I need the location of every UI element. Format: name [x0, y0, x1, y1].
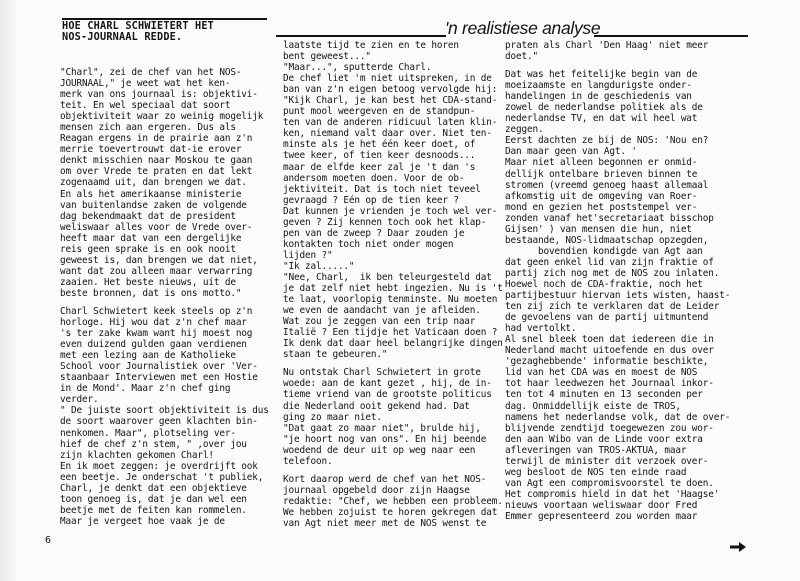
header-rule-left: [276, 35, 446, 37]
column-3-paragraph: Dat was het feitelijke begin van de moeizaamste en langdurigste onder- handelingen in de geschiedenis van zowel de nederlandse politiek als de nederlandse TV, en dat wil heel wat zeggen. Eerst dachten ze bij de NOS: 'Nou en? Dan maar geen van Agt. ' Maar niet alleen begonnen er onmid- dellijk ontelbare brieven binnen te stromen (vreemd genoeg haast allemaal afkomstig uit de omgeving van Roer- mond en gezien het poststempel ver- zonden vanaf het'secretariaat bisschop Gijsen' ) van mensen die hun, niet bestaande, NOS-lidmaatschap opzegden, bovendien kondigde van Agt aan dat geen enkel lid van zijn fraktie of partij zich nog met de NOS zou inlaten. Hoewel noch de CDA-fraktie, noch het partijbestuur hiervan iets wisten, haast- ten zij zich te verklaren dat de Leider de gevoelens van de partij uitmuntend had vertolkt. Al snel bleek toen dat iedereen die in Nederland macht uitoefende en dus over 'gezaghebbende' informatie beschikte, lid van het CDA was en moest de NOS tot haar leedwezen het Journaal inkor- ten tot 4 minuten en 13 seconden per dag. Onmiddellijk eiste de TROS, namens het nederlandse volk, dat de over- blijvende zendtijd toegewezen zou wor- den aan Wibo van de Linde voor extra afleveringen van TROS-AKTUA, maar terwijl de minister dit verzoek over- weg besloot de NOS ten einde raad van Agt een compromisvoorstel te doen. Het compromis hield in dat het 'Haagse' nieuws voortaan weliswaar door Fred Emmer gepresenteerd zou worden maar: [505, 69, 731, 522]
column-2-paragraph: laatste tijd te zien en te horen bent geweest..." "Maar...", sputterde Charl. De chef liet 'm niet uitspreken, in de ban van z'n eigen betoog vervolgde hij: "Kijk Charl, je kan best het CDA-stand- punt mool weergeven en de standpun- ten van de anderen ridicuul laten klin- ken, niemand valt daar over. Niet ten- minste als je het één keer doet, of twee keer, of tien keer desnoods... maar de elfde keer zal je 't dan 's andersom moeten doen. Voor de ob- jektiviteit. Dat is toch niet teveel gevraagd ? Eén op de tien keer ? Dat kunnen je vrienden je toch wel ver- geven ? Zij kennen toch ook het klap- pen van de zweep ? Daar zouden je kontakten toch niet onder mogen lijden ?" "Ik zal....." "Nee, Charl, ik ben teleurgesteld dat je dat zelf niet hebt ingezien. Nu is 't te laat, voorlopig tenminste. Nu moeten we even de aandacht van je afleiden. Wat zou je zeggen van een trip naar Italië ? Een tijdje het Vaticaan doen ? Ik denk dat daar heel belangrijke dingen staan te gebeuren.": [283, 40, 503, 361]
text-column-2: [283, 40, 528, 529]
header-rule-right: [594, 35, 748, 37]
column-3-paragraph: praten als Charl 'Den Haag' niet meer doet.": [505, 40, 709, 63]
column-1-paragraph: Charl Schwietert keek steels op z'n horloge. Hij wou dat z'n chef maar 's ter zake kwam want hij moest nog even duizend gulden gaan verdienen met een lezing aan de Katholieke School voor Journalistiek over 'Ver- staanbaar Interviewen met een Hostie in de Mond'. Maar z'n chef ging verder. " De juiste soort objektiviteit is dus de soort waarover geen klachten bin- nenkomen. Maar", plotseling ver- hief de chef z'n stem, " ,over jou zijn klachten gekomen Charl! En ik moet zeggen: je overdrijft ook een beetje. Je onderschat 't publiek, Charl, je denkt dat een objektieve toon genoeg is, dat je dan wel een beetje met de feiten kan rommelen. Maar je vergeet hoe vaak je de: [60, 305, 269, 527]
article-headline: [62, 18, 267, 43]
text-column-3: [505, 40, 750, 522]
column-1-paragraph: "Charl", zei de chef van het NOS- JOURNAAL," je weet wat het ken- merk van ons journaal is: objektivi- teit. En wel speciaal dat soort objektiviteit waar zo weinig mogelijk mensen zich aan ergeren. Dus als Reagan ergens in de prairie aan z'n merrie toevertrouwt dat-ie erover denkt misschien naar Moskou te gaan om over Vrede te praten en dat lekt zogenaamd uit, dan brengen we dat. En als het amerikaanse ministerie van buitenlandse zaken de volgende dag bekendmaakt dat de president weliswaar alles voor de Vrede over- heeft maar dat van een dergelijke reis geen sprake is en ook nooit geweest is, dan brengen we dat niet, want dat zou alleen maar verwarring zaaien. Het beste nieuws, uit de beste bronnen, dat is ons motto.": [60, 67, 264, 299]
page-edge-shadow: [0, 0, 18, 581]
column-2-paragraph: Kort daarop werd de chef van het NOS- journaal opgebeld door zijn Haagse redaktie: "Chef, we hebben een probleem. We hebben zojuist te horen gekregen dat van Agt niet meer met de NOS wenst te: [283, 473, 503, 529]
column-2-paragraph: Nu ontstak Charl Schwietert in grote woede: aan de kant gezet , hij, de in- tieme vriend van de grootste politicus die Nederland ooit gekend had. Dat ging zo maar niet. "Dat gaat zo maar niet", brulde hij, "je hoort nog van ons". En hij beende woedend de deur uit op weg naar een telefoon.: [283, 367, 492, 467]
right-arrow-icon: [730, 542, 746, 552]
headline-line-2: NOS-JOURNAAL REDDE.: [62, 32, 183, 43]
headline-line-1: HOE CHARL SCHWIETERT HET: [62, 21, 215, 32]
text-column-1: [60, 67, 305, 527]
page-number: 6: [45, 535, 52, 546]
series-title: 'n realistiese analyse: [445, 18, 601, 38]
